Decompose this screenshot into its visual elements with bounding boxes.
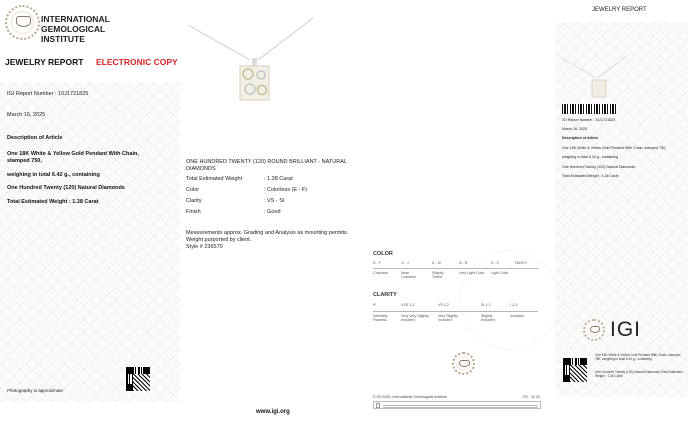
- qr-code-icon[interactable]: [125, 366, 151, 392]
- description-line: One Hundred Twenty (120) Natural Diamonds: [7, 185, 125, 191]
- legal-notice: [373, 401, 541, 409]
- document-icon: [376, 403, 380, 408]
- report-date: March 16, 2025: [562, 127, 587, 131]
- report-number: IGI Report Number : 10J1721825: [7, 91, 89, 97]
- style-number: Style # 236570: [186, 244, 223, 250]
- pendant-thumbnail-image: [560, 50, 630, 100]
- total-weight: Total Estimated Weight : 1.38 Carat: [7, 199, 99, 205]
- institute-name: INTERNATIONAL GEMOLOGICAL INSTITUTE: [41, 14, 110, 44]
- divider: [373, 311, 538, 312]
- barcode-icon: [562, 104, 617, 114]
- legal-text: [383, 404, 538, 408]
- electronic-copy-label: ELECTRONIC COPY: [96, 57, 178, 67]
- report-number: IGI Report Number : 10J1721825: [562, 118, 616, 122]
- clarity-grades: IF VVS 1-2 VS 1-2 SI 1-2 I 1-3: [373, 303, 518, 307]
- summary-text: One 18K White & Yellow Gold Pendant With Chain, stamped 750, weighing in total 6.42 g., containing: [595, 353, 681, 361]
- photo-note: Photography is approximate: [7, 388, 64, 393]
- description-heading: Description of Article: [562, 136, 599, 140]
- report-left-panel: [0, 0, 180, 421]
- description-line: One 18K White & Yellow Gold Pendant With Chain,: [7, 151, 139, 157]
- copyright: © IGI 2020, International Gemological Institute: [373, 395, 447, 399]
- qr-code-icon[interactable]: [562, 357, 588, 383]
- report-title: JEWELRY REPORT: [592, 7, 647, 13]
- report-date: March 16, 2025: [7, 112, 46, 118]
- pendant-necklace-image: [180, 0, 365, 130]
- igi-seal-icon: [583, 319, 605, 341]
- diamond-heading: ONE HUNDRED TWENTY (120) ROUND BRILLIANT - NATURAL DIAMONDS: [186, 159, 347, 172]
- security-pattern: [0, 82, 180, 402]
- report-middle-panel: ONE HUNDRED TWENTY (120) ROUND BRILLIANT - NATURAL DIAMONDS Total Estimated Weight : 1.38 Carat Color : Colorless (E - F) Clarity : VS - SI Finish : Good Measurements approx. Grading and Analysis as mounting permits. Weight purported by client. Style # 236570 www.igi.org: [180, 0, 365, 421]
- total-weight: Total Estimated Weight : 1.38 Carat: [562, 174, 619, 178]
- grading-scale-panel: COLOR D - F G - J K - M N - R S - Z FANCY Colorless Near Colorless Slightly Tinted Very Light Color Light Color CLARITY IF VVS 1-2 VS 1-2 SI 1-2 I 1-3 Internally Flawless Very Very Slightly Included Very Slightly Included Slightly Included Included © IGI 2020, International Gemological Institute FD - 10 20: [365, 245, 555, 421]
- form-code: FD - 10 20: [523, 395, 540, 399]
- description-line: One Hundred Twenty (120) Natural Diamonds: [562, 165, 636, 169]
- description-line: weighing in total 6.42 g., containing: [562, 155, 619, 159]
- description-line: One 18K White & Yellow Gold Pendant With Chain, stamped 750,: [562, 146, 667, 150]
- divider: [373, 268, 538, 269]
- summary-text: One Hundred Twenty (120) Natural Diamonds Total Estimated Weight : 1.38 Carat: [595, 370, 683, 378]
- report-right-panel: JEWELRY REPORT IGI Report Number : 10J1721825 March 16, 2025 Description of Article One 18K White & Yellow Gold Pendant With Chain, stamped 750, weighing in total 6.42 g., containing One Hundred Twenty (120) Natural Diamonds Total Estimated Weight : 1.38 Carat IGI One 18K White & Yellow Gold Pendant With Chain, stamped 750, weighing in total 6.42 g., containing One Hundred Twenty (120) Natural Diamonds Total Estimated Weight : 1.38 Carat: [555, 0, 700, 421]
- measurement-notes: Measurements approx. Grading and Analysis as mounting permits. Weight purported by client. Style # 236570: [186, 230, 361, 251]
- color-grades: D - F G - J K - M N - R S - Z FANCY: [373, 261, 527, 265]
- description-line: stamped 750,: [7, 158, 42, 164]
- description-line: weighing in total 6.42 g., containing: [7, 172, 100, 178]
- color-scale-title: COLOR: [373, 251, 393, 257]
- website-link[interactable]: www.igi.org: [256, 409, 290, 415]
- clarity-scale-title: CLARITY: [373, 292, 397, 298]
- igi-seal-icon: [452, 352, 475, 375]
- report-title: JEWELRY REPORT: [5, 57, 84, 67]
- description-heading: Description of Article: [7, 135, 63, 141]
- igi-seal-icon: [5, 5, 40, 40]
